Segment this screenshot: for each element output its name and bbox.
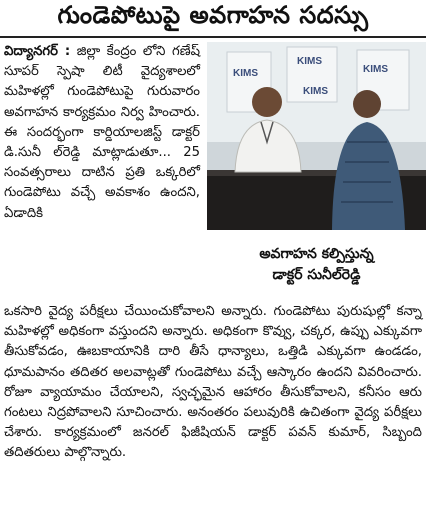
person-1-head [252,87,282,117]
caption-line-1: అవగాహన కల్పిస్తున్న [259,246,374,262]
article-column-text [4,42,200,224]
photo-caption [207,232,426,298]
article-body-part1: జిల్లా కేంద్రం లోని గణేష్ సూపర్ స్పెషా లిటీ వైద్యశాలలో మహిళల్లో గుండెపోటుపై గురువారం అవగాహన కార్యక్రమం నిర్వ హించారు. ఈ సందర్భంగా కార్డియాలజిస్ట్ డాక్టర్ డి.సునీ ల్‌రెడ్డి మాట్లాడుతూ... 25 సంవత్సరాలు దాటిన ప్రతి ఒక్కరిలో గుండెపోటు వచ్చే అవకాశం ఉందని, ఏడాదికి [4,44,200,221]
news-photo [207,42,426,230]
banner-kims-4: KIMS [303,86,328,97]
banner-kims-2: KIMS [297,56,322,67]
dateline: విద్యానగర్ : [4,44,71,59]
article-body-part2: ఒకసారి వైద్య పరీక్షలు చేయించుకోవాలని అన్నారు. గుండెపోటు పురుషుల్లో కన్నా మహిళల్లో అధికంగా వస్తుందని అన్నారు. అధికంగా కొవ్వు, చక్కర, ఉప్పు ఎక్కువగా తీసుకోవడం, ఊబకాయానికి దారి తీసే ధాన్యాలు, ఒత్తిడి ఎక్కువగా ఉండడం, ధూమపానం తదితర అలవాట్లతో గుండెపోటు వచ్చే ఆస్కారం ఉందని వివరించారు. రోజూ వ్యాయామం చేయాలని, స్వచ్ఛమైన ఆహారం తీసుకోవాలని, కనీసం ఆరు గంటలు నిద్రపోవాలని సూచించారు. అనంతరం పలువురికి ఉచితంగా వైద్య పరీక్షలు చేశారు. కార్యక్రమంలో జనరల్ ఫిజీషియన్ డాక్టర్ పవన్ కుమార్, సిబ్బంది తదితరులు పాల్గొన్నారు. [4,304,422,461]
banner-kims-1: KIMS [233,68,258,79]
person-2-head [353,90,381,118]
headline: గుండెపోటుపై అవగాహన సదస్సు [0,0,426,38]
caption-line-2: డాక్టర్ సునీల్‌రెడ్డి [272,267,361,283]
banner-kims-3: KIMS [363,64,388,75]
